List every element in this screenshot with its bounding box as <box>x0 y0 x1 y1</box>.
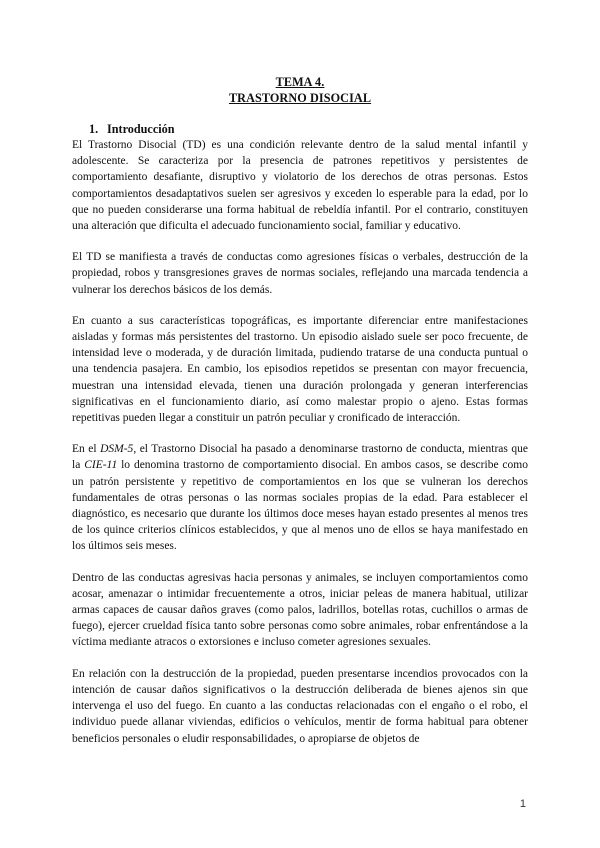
tema-heading: TEMA 4. <box>275 75 325 89</box>
page-number: 1 <box>519 798 526 810</box>
dsm-5-reference: DSM-5 <box>100 443 134 456</box>
paragraph-aggression: Dentro de las conductas agresivas hacia personas y animales, se incluyen comportamientos como acosar, amenazar o intimidar frecuentemente a otros, iniciar peleas de manera habitual, utilizar armas capaces de causar daños graves (como palos, ladrillos, botellas rotas, cuchillos o armas de fuego), ejercer crueldad física tanto sobre personas como sobre animales, robar enfrentándose a la víctima mediante atracos o extorsiones e incluso cometer agresiones sexuales. <box>72 571 528 649</box>
cie-11-reference: CIE-11 <box>84 459 118 472</box>
body-text <box>72 137 528 762</box>
paragraph-property-destruction: En relación con la destrucción de la propiedad, pueden presentarse incendios provocados con la intención de causar daños significativos o la destrucción deliberada de bienes ajenos sin que intervenga el uso del fuego. En cuanto a las conductas relacionadas con el engaño o el robo, el individuo puede allanar viviendas, edificios o vehículos, mentir de forma habitual para obtener beneficios personales o eludir responsabilidades, o apropiarse de objetos de <box>72 667 528 745</box>
section-number: 1. <box>89 122 99 136</box>
paragraph-classification-text-c: lo denomina trastorno de comportamiento disocial. En ambos casos, se describe como un patrón persistente y repetitivo de comportamientos en los que se vulneran los derechos fundamentales de otras personas o las normas sociales propias de la edad. Para establecer el diagnóstico, es necesario que durante los últimos doce meses hayan estado presentes al menos tres de los quince criterios clínicos establecidos, y que al menos uno de ellos se haya manifestado en los últimos seis meses. <box>72 459 528 553</box>
paragraph-classification <box>72 441 528 554</box>
paragraph-classification-text-b: , el Trastorno Disocial ha pasado a denominarse trastorno de conducta, mientras que la <box>72 443 528 472</box>
paragraph-classification-text-a: En el <box>72 443 101 456</box>
document-title-block <box>0 74 600 106</box>
paragraph-topography: En cuanto a sus características topográficas, es importante diferenciar entre manifestaciones aisladas y formas más persistentes del trastorno. Un episodio aislado suele ser poco frecuente, de intensidad leve o moderada, y de duración limitada, pudiendo tratarse de una conducta puntual o una tendencia pasajera. En cambio, los episodios repetidos se presentan con mayor frecuencia, muestran una intensidad elevada, tienen una duración prolongada y generan interferencias significativas en el funcionamiento diario, así como malestar propio o ajeno. Estas formas repetitivas pueden llegar a constituir un patrón peculiar y cronificado de interacción. <box>72 314 528 425</box>
document-title: TRASTORNO DISOCIAL <box>228 91 372 105</box>
section-title: Introducción <box>107 122 175 136</box>
paragraph-manifestations: El TD se manifiesta a través de conductas como agresiones físicas o verbales, destrucción de la propiedad, robos y transgresiones graves de normas sociales, reflejando una marcada tendencia a vulnerar los derechos básicos de los demás. <box>72 251 528 296</box>
section-heading <box>89 121 175 137</box>
paragraph-definition: El Trastorno Disocial (TD) es una condición relevante dentro de la salud mental infantil y adolescente. Se caracteriza por la presencia de patrones repetitivos y persistentes de comportamiento desafiante, disruptivo y violatorio de los derechos de otras personas. Estos comportamientos desadaptativos suelen ser agresivos y exceden lo esperable para la edad, por lo que no pueden considerarse una forma habitual de rebeldía infantil. Por el contrario, constituyen una alteración que dificulta el adecuado funcionamiento social, familiar y educativo. <box>72 139 528 233</box>
